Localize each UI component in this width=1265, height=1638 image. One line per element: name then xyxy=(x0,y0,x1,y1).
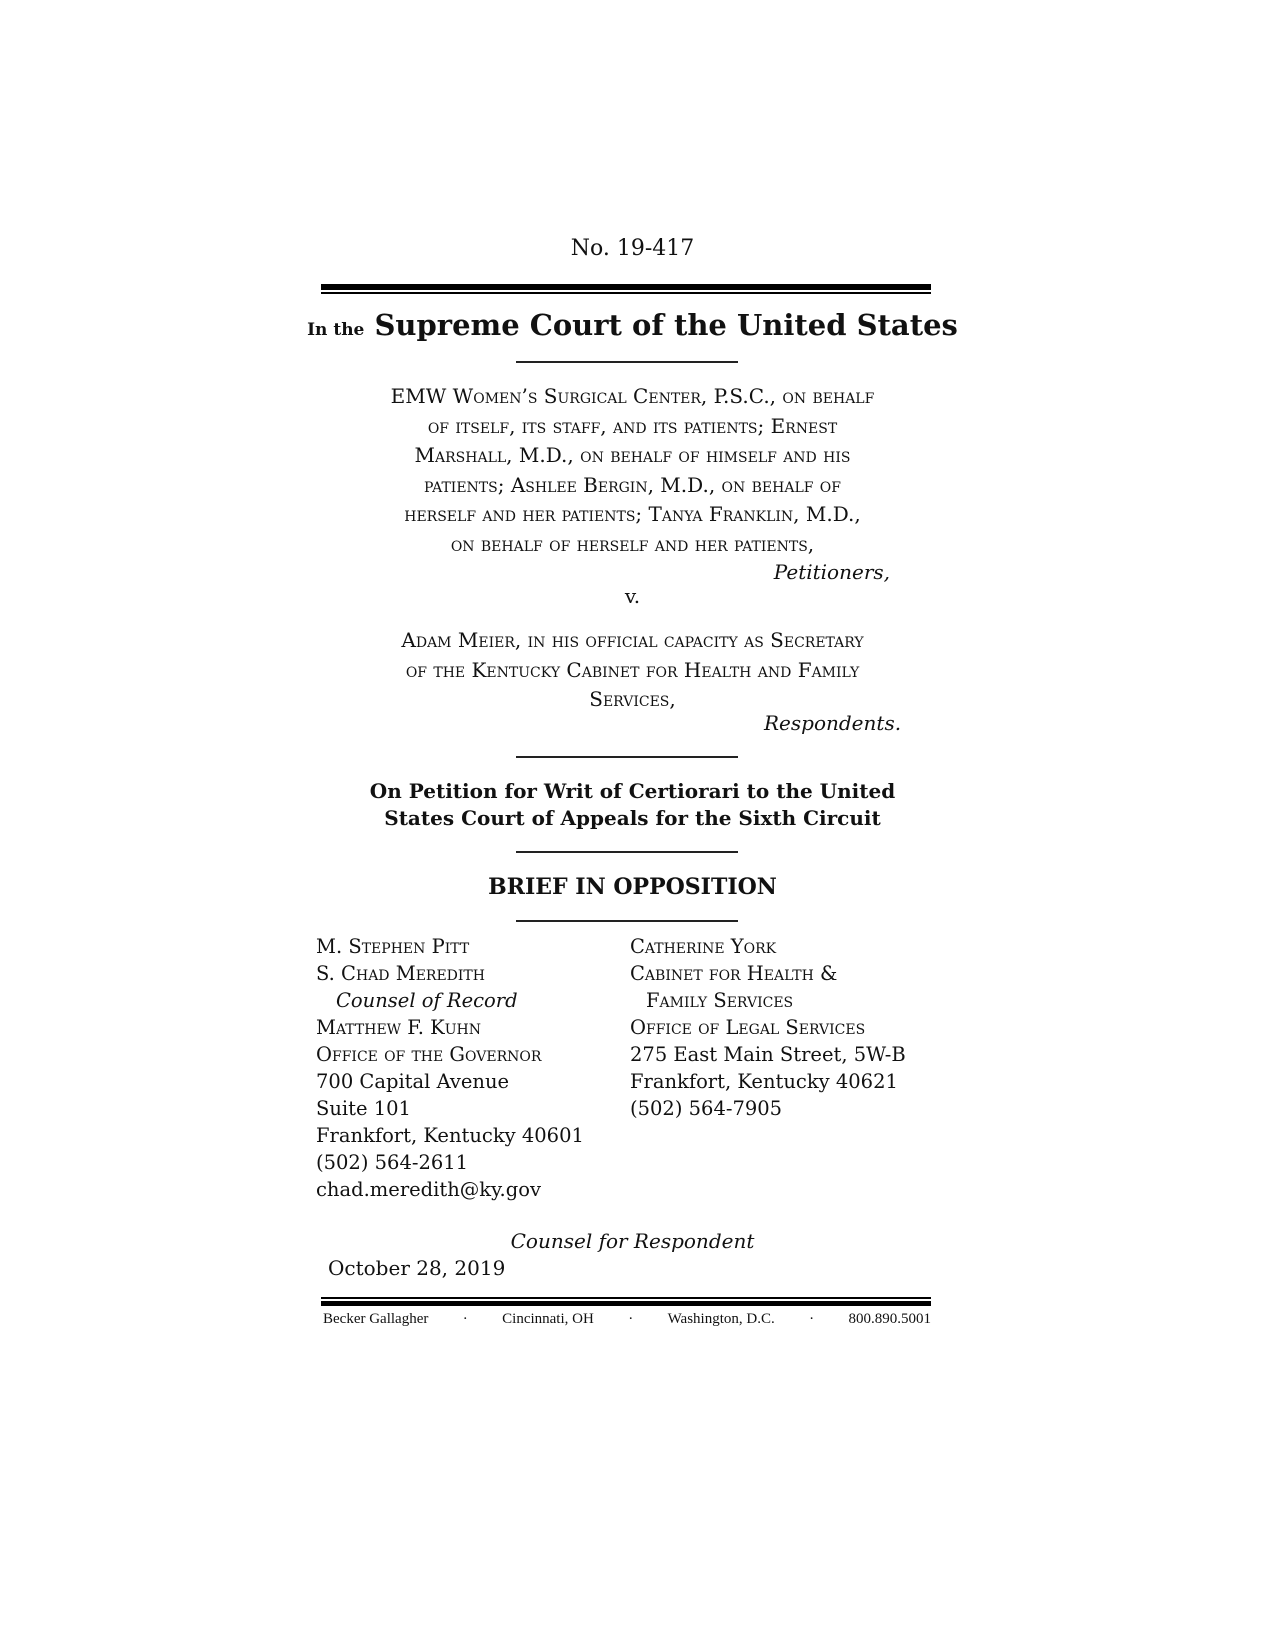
counsel-office: Office of Legal Services xyxy=(630,1016,866,1039)
respondent-line: Services, xyxy=(589,687,676,711)
petition-heading xyxy=(0,778,1265,832)
footer-phone: 800.890.5001 xyxy=(848,1311,931,1327)
counsel-for: Counsel for Respondent xyxy=(510,1229,755,1253)
petitioner-line: patients; Ashlee Bergin, M.D., on behalf of xyxy=(423,472,842,497)
petitioner-line: on behalf of herself and her patients, xyxy=(450,531,815,556)
counsel-name: Matthew F. Kuhn xyxy=(316,1016,481,1039)
footer-printer: Becker Gallagher xyxy=(323,1311,429,1327)
footer-rule-thick xyxy=(321,1301,931,1306)
footer-separator: · xyxy=(628,1311,634,1327)
petitioner-line: herself and her patients; Tanya Franklin, M.D., xyxy=(404,502,861,526)
petitioners-role: Petitioners, xyxy=(773,560,890,584)
petitioner-line: of itself, its staff, and its patients; Ernest xyxy=(427,413,838,438)
counsel-office: Office of the Governor xyxy=(316,1043,542,1066)
email: chad.meredith@ky.gov xyxy=(316,1178,541,1201)
brief-title: BRIEF IN OPPOSITION xyxy=(488,874,777,900)
address-line: Suite 101 xyxy=(316,1097,411,1120)
counsel-of-record: Counsel of Record xyxy=(336,989,518,1012)
header-rule-thick xyxy=(321,284,931,290)
footer-rule-thin xyxy=(321,1297,931,1299)
docket-number: No. 19-417 xyxy=(570,236,695,261)
counsel-name: S. Chad Meredith xyxy=(316,962,485,985)
phone: (502) 564-2611 xyxy=(316,1151,469,1174)
date: October 28, 2019 xyxy=(328,1256,506,1280)
petitioners-block xyxy=(0,382,1265,559)
counsel-office: Family Services xyxy=(646,989,794,1012)
petition-line: On Petition for Writ of Certiorari to the United xyxy=(369,779,896,803)
divider xyxy=(516,851,738,853)
counsel-name: M. Stephen Pitt xyxy=(316,935,470,958)
divider xyxy=(516,756,738,758)
footer xyxy=(323,1311,931,1328)
address-line: Frankfort, Kentucky 40621 xyxy=(630,1070,898,1093)
court-title-prefix: In the xyxy=(307,320,365,340)
header-rule-thin xyxy=(321,292,931,294)
address-line: Frankfort, Kentucky 40601 xyxy=(316,1124,584,1147)
divider xyxy=(516,361,738,363)
petitioner-line: Marshall, M.D., on behalf of himself and his xyxy=(414,443,851,467)
divider xyxy=(516,920,738,922)
court-title-name: Supreme Court of the United States xyxy=(374,308,958,342)
petitioner-line: EMW Women’s Surgical Center, P.S.C., on behalf xyxy=(390,384,875,408)
versus: v. xyxy=(624,584,641,608)
phone: (502) 564-7905 xyxy=(630,1097,783,1120)
footer-dc: Washington, D.C. xyxy=(667,1311,775,1327)
footer-separator: · xyxy=(809,1311,815,1327)
petition-line: States Court of Appeals for the Sixth Circuit xyxy=(384,806,881,830)
counsel-office: Cabinet for Health & xyxy=(630,962,838,985)
counsel-left xyxy=(316,933,584,1203)
address-line: 275 East Main Street, 5W-B xyxy=(630,1043,906,1066)
address-line: 700 Capital Avenue xyxy=(316,1070,510,1093)
respondents-block xyxy=(0,626,1265,715)
court-title xyxy=(0,308,1265,342)
respondents-role: Respondents. xyxy=(764,711,902,735)
counsel-name: Catherine York xyxy=(630,935,777,958)
counsel-right xyxy=(630,933,906,1122)
respondent-line: of the Kentucky Cabinet for Health and Family xyxy=(405,657,860,682)
footer-city: Cincinnati, OH xyxy=(502,1311,594,1327)
respondent-line: Adam Meier, in his official capacity as Secretary xyxy=(401,628,864,652)
footer-separator: · xyxy=(462,1311,468,1327)
